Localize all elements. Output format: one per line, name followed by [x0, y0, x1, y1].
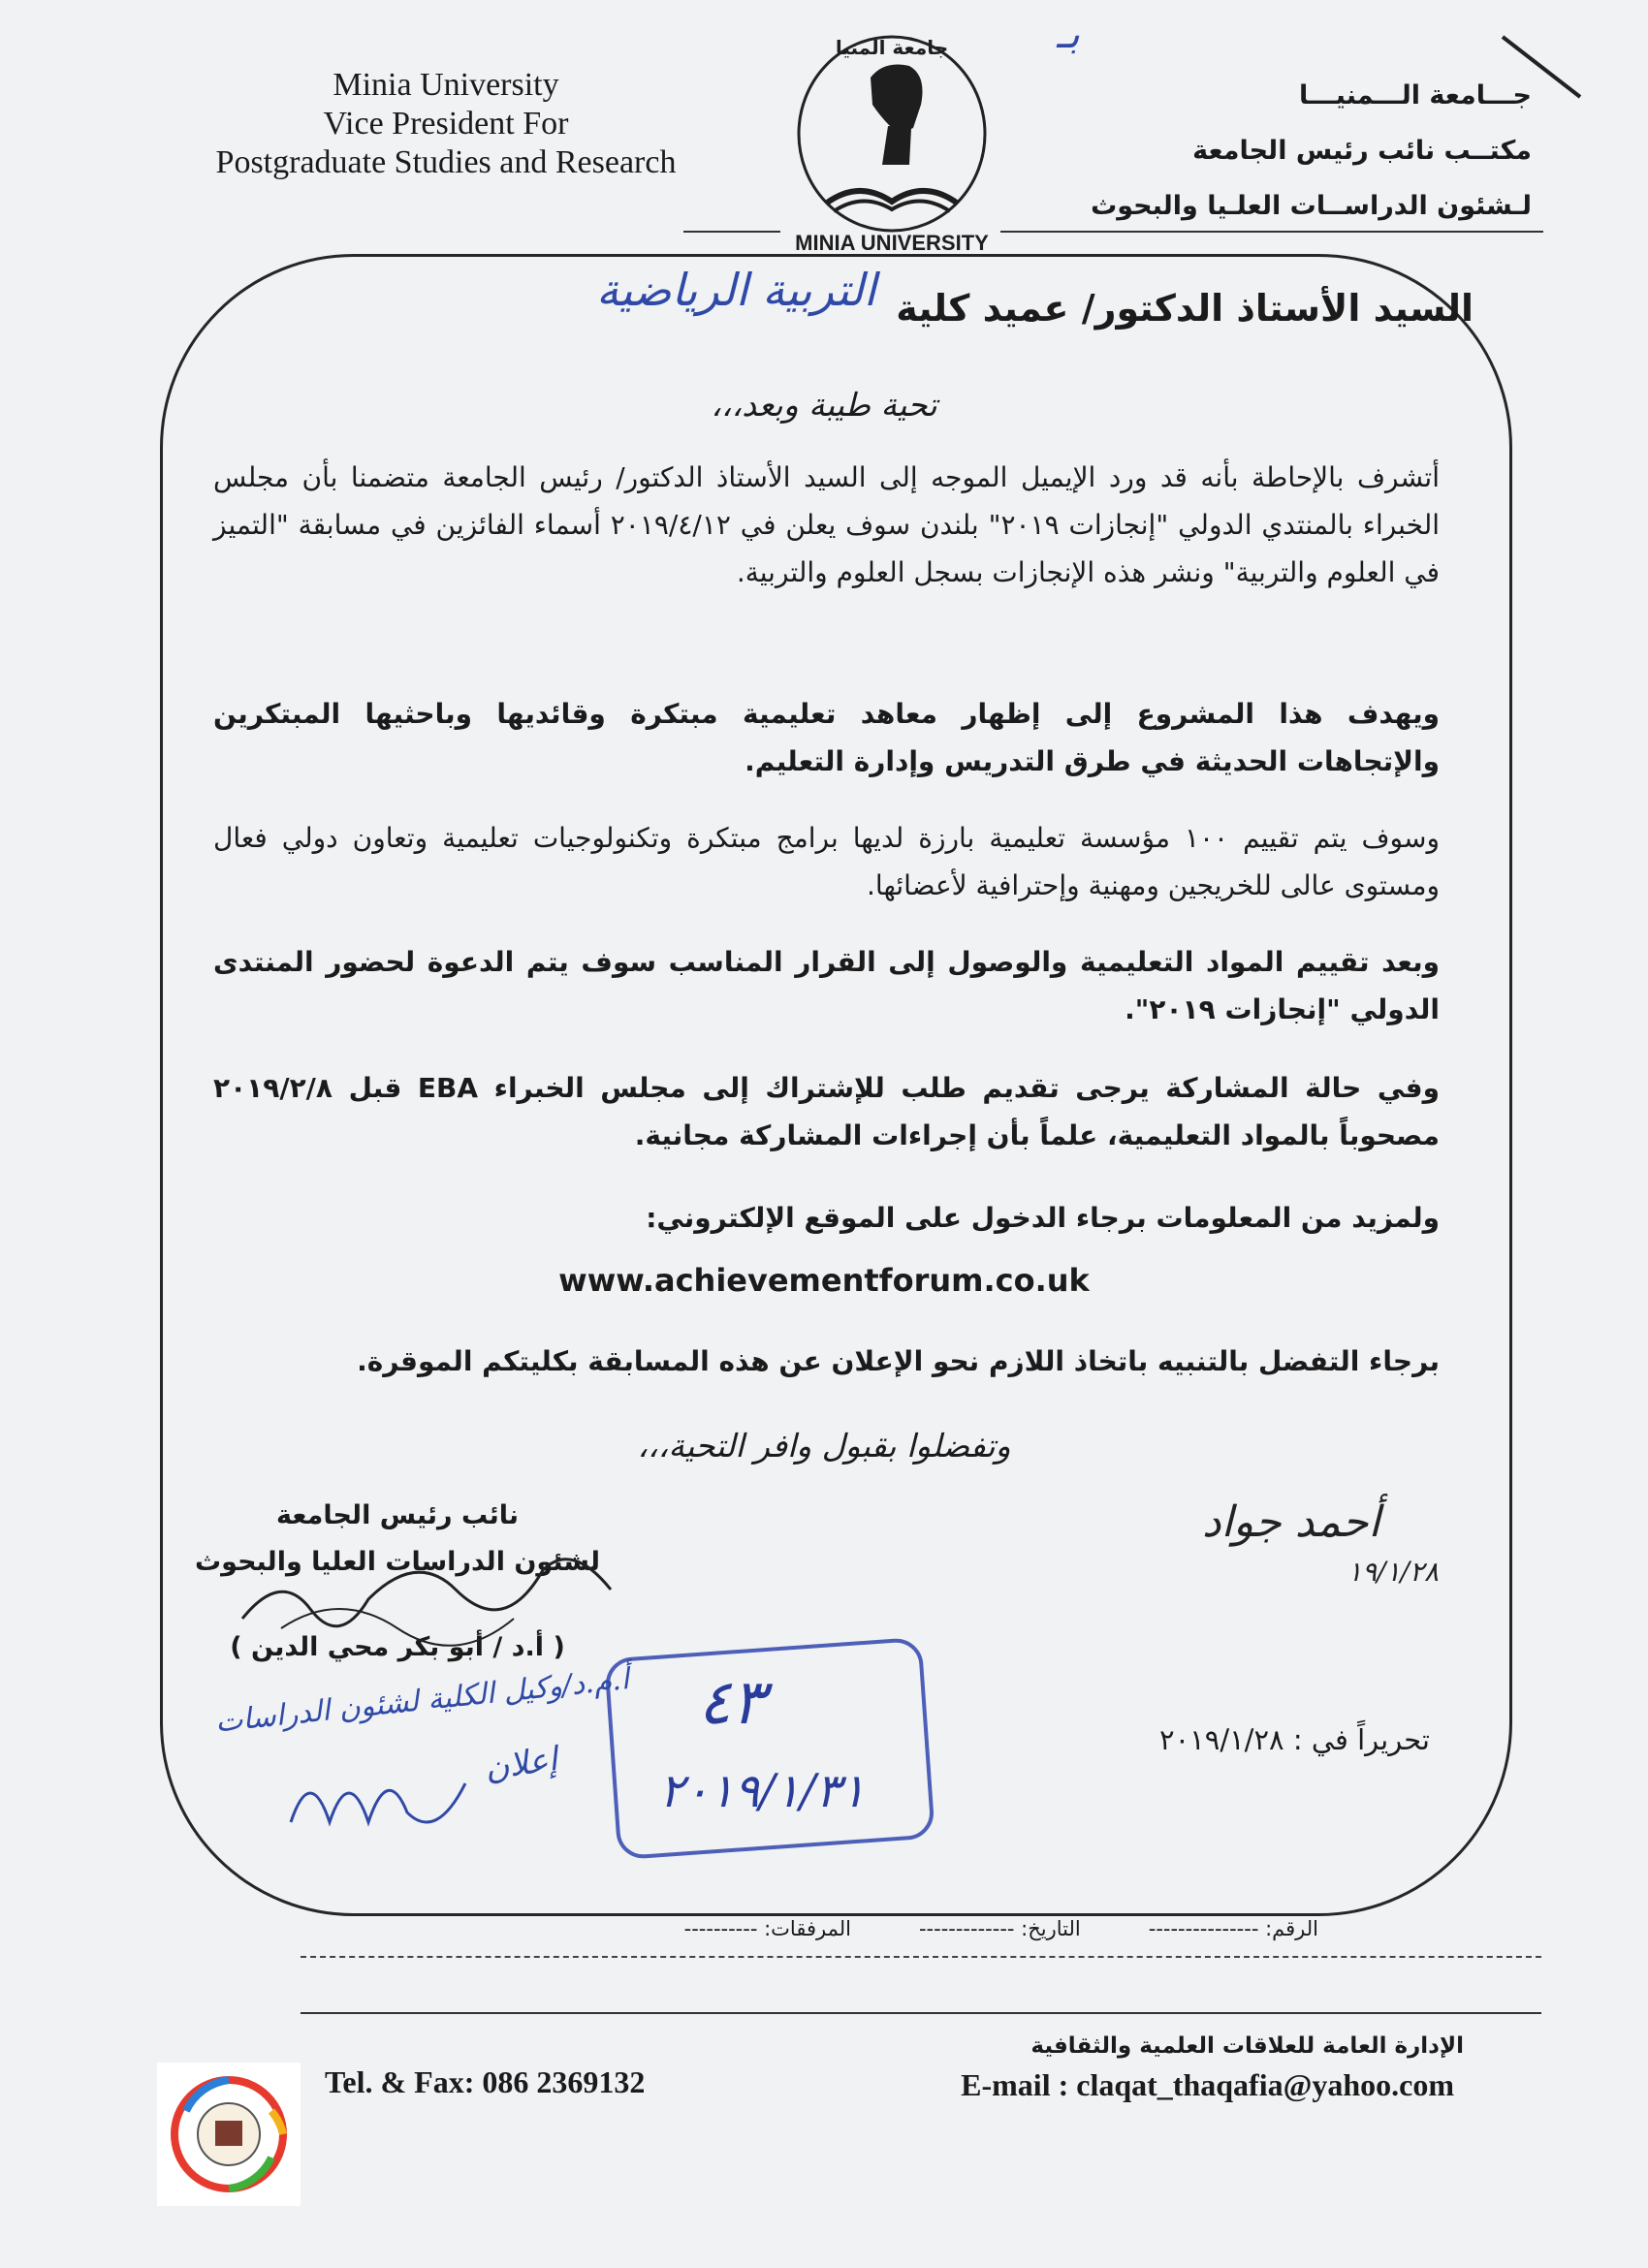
handwritten-initial: بـ [1057, 10, 1080, 57]
paragraph-2: ويهدف هذا المشروع إلى إظهار معاهد تعليمية مبتكرة وقائديها وباحثيها المبتكرين والإتجاهات الحديثة في طرق التدريس وإدارة التعليم. [213, 698, 1440, 777]
header-divider-left [683, 231, 780, 233]
signatory-name: ( أ.د / أبو بكر محي الدين ) [230, 1632, 565, 1662]
footer-email[interactable]: E-mail : claqat_thaqafia@yahoo.com [961, 2067, 1454, 2102]
paragraph-1: أتشرف بالإحاطة بأنه قد ورد الإيميل الموجه إلى السيد الأستاذ الدكتور/ رئيس الجامعة متضمنا بأن مجلس الخبراء بالمنتدي الدولي "إنجازات ٢٠١٩" بلندن سوف يعلن في ٢٠١٩/٤/١٢ أسماء الفائزين في مسابقة "التميز في العلوم والتربية" ونشر هذه الإنجازات بسجل العلوم والتربية. [213, 461, 1441, 588]
receipt-stamp [604, 1637, 935, 1860]
signature-scribble [223, 1531, 630, 1667]
office-scope-en: Postgraduate Studies and Research [215, 144, 677, 180]
paragraph-6: ولمزيد من المعلومات برجاء الدخول على الموقع الإلكتروني: [646, 1202, 1440, 1234]
blue-signature-scribble [281, 1745, 475, 1851]
footer-department: الإدارة العامة للعلاقات العلمية والثقافية [1030, 2033, 1464, 2059]
greeting: تحية طيبة وبعد،،، [711, 386, 937, 424]
signatory-office: لشئون الدراسات العليا والبحوث [195, 1547, 600, 1577]
corner-pen-mark [1493, 29, 1590, 107]
department-badge-logo [157, 2063, 301, 2206]
office-name-en: Vice President For [323, 106, 569, 142]
reference-line [301, 1917, 1318, 1940]
footer-tel-fax: Tel. & Fax: 086 2369132 [325, 2064, 646, 2099]
stamp-number: ٤٣ [698, 1667, 765, 1739]
stamp-date: ٢٠١٩/١/٣١ [659, 1764, 866, 1818]
header-divider-right [1000, 231, 1543, 233]
university-logo [766, 19, 1018, 262]
logo-arabic-text: جامعة المنيا [835, 36, 949, 59]
addressee: السيد الأستاذ الدكتور/ عميد كلية [896, 287, 1474, 330]
closing: وتفضلوا بقبول وافر التحية،،، [637, 1427, 1011, 1465]
handwritten-margin-note: أ.م.د/وكيل الكلية لشئون الدراسات [213, 1662, 631, 1740]
paragraph-7: برجاء التفضل بالتنبيه باتخاذ اللازم نحو الإعلان عن هذه المسابقة بكليتكم الموقرة. [357, 1345, 1440, 1377]
office-scope-ar: لـشئون الدراســات العلـيا والبحوث [1091, 191, 1532, 221]
ref-date: التاريخ: ------------- [918, 1917, 1081, 1940]
arabic-letterhead [989, 68, 1532, 234]
ref-attachments: المرفقات: ---------- [683, 1917, 851, 1940]
university-name-en: Minia University [333, 67, 559, 103]
handwritten-recipient-date: ١٩/١/٢٨ [1347, 1556, 1440, 1588]
paragraph-4: وبعد تقييم المواد التعليمية والوصول إلى القرار المناسب سوف يتم الدعوة لحضور المنتدى الدولي "إنجازات ٢٠١٩". [213, 946, 1440, 1025]
footer-divider [301, 2012, 1541, 2014]
handwritten-faculty: التربية الرياضية [596, 264, 876, 316]
issue-date: تحريراً في : ٢٠١٩/١/٢٨ [1159, 1723, 1430, 1756]
english-letterhead [174, 66, 717, 182]
reference-dash-rule [301, 1956, 1541, 1958]
handwritten-announce-note: إعلان [482, 1739, 560, 1789]
office-name-ar: مكتــب نائب رئيس الجامعة [1192, 136, 1532, 166]
university-name-ar: جـــامعة الـــمنيـــا [1298, 80, 1532, 110]
website-link[interactable]: www.achievementforum.co.uk [558, 1262, 1090, 1299]
handwritten-recipient: أحمد جواد [1202, 1497, 1380, 1547]
paragraph-5: وفي حالة المشاركة يرجى تقديم طلب للإشتراك إلى مجلس الخبراء EBA قبل ٢٠١٩/٢/٨ مصحوباً بالمواد التعليمية، علماً بأن إجراءات المشاركة مجانية. [213, 1072, 1440, 1151]
signatory-title: نائب رئيس الجامعة [276, 1500, 519, 1530]
paragraph-3: وسوف يتم تقييم ١٠٠ مؤسسة تعليمية بارزة لديها برامج مبتكرة وتكنولوجيات تعليمية وتعاون دولي فعال ومستوى عالى للخريجين ومهنية وإحترافية لأعضائها. [213, 822, 1440, 901]
ref-number: الرقم: --------------- [1148, 1917, 1318, 1940]
logo-english-text: MINIA UNIVERSITY [795, 231, 989, 255]
